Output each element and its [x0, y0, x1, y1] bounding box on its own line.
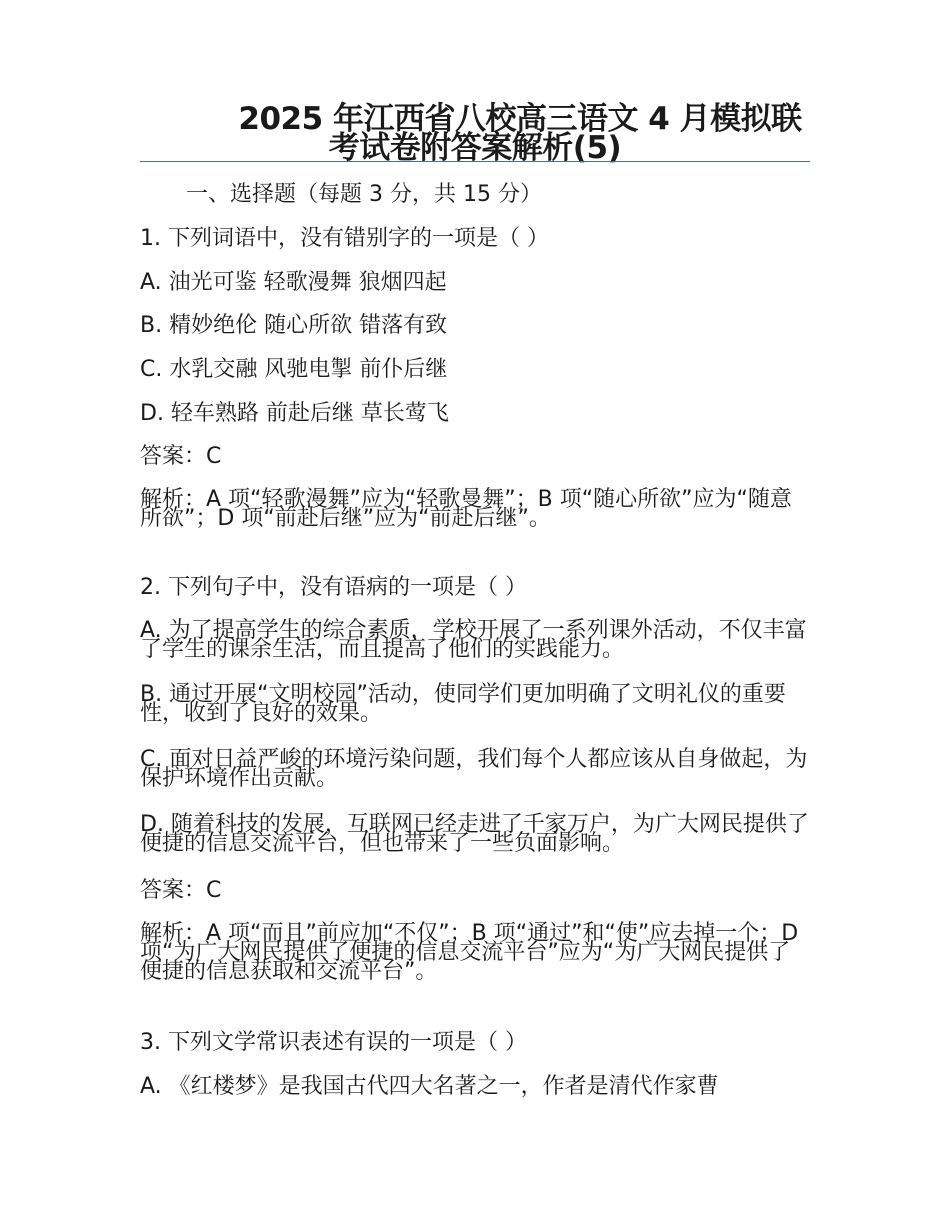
question-1-option-c: C. 水乳交融 风驰电掣 前仆后继 — [140, 357, 448, 382]
question-1-option-a: A. 油光可鉴 轻歌漫舞 狼烟四起 — [140, 270, 447, 295]
document-title — [140, 101, 810, 166]
question-2-option-c: C. 面对日益严峻的环境污染问题，我们每个人都应该从自身做起，为保护环境作出贡献。 — [140, 747, 808, 791]
title-line-2: 考试卷附答案解析(5) — [328, 130, 622, 166]
title-divider — [140, 161, 810, 162]
question-3-stem: 3. 下列文学常识表述有误的一项是（ ） — [140, 1030, 527, 1055]
title-line-1: 2025 年江西省八校高三语文 4 月模拟联 — [238, 101, 802, 137]
question-1-option-d: D. 轻车熟路 前赴后继 草长莺飞 — [140, 401, 449, 426]
question-2-option-a: A. 为了提高学生的综合素质，学校开展了一系列课外活动，不仅丰富了学生的课余生活，而且提高了他们的实践能力。 — [140, 618, 807, 662]
question-1-option-b: B. 精妙绝伦 随心所欲 错落有致 — [140, 313, 448, 338]
question-2-answer: 答案：C — [140, 878, 222, 903]
question-2-analysis: 解析：A 项“而且”前应加“不仅”；B 项“通过”和“使”应去掉一个；D 项“为广大网民提供了便捷的信息交流平台”应为“为广大网民提供了便捷的信息获取和交流平台”。 — [140, 921, 799, 984]
question-1-stem: 1. 下列词语中，没有错别字的一项是（ ） — [140, 226, 549, 251]
question-1-answer: 答案：C — [140, 444, 222, 469]
question-2-stem: 2. 下列句子中，没有语病的一项是（ ） — [140, 575, 527, 600]
question-3-option-a: A. 《红楼梦》是我国古代四大名著之一，作者是清代作家曹 — [140, 1074, 719, 1099]
question-2-option-b: B. 通过开展“文明校园”活动，使同学们更加明确了文明礼仪的重要性，收到了良好的效果。 — [140, 682, 786, 726]
question-1-analysis: 解析：A 项“轻歌漫舞”应为“轻歌曼舞”；B 项“随心所欲”应为“随意所欲”；D 项“前赴后继”应为“前赴后继”。 — [140, 487, 792, 531]
section-heading: 一、选择题（每题 3 分，共 15 分） — [186, 182, 542, 207]
question-2-option-d: D. 随着科技的发展，互联网已经走进了千家万户，为广大网民提供了便捷的信息交流平台，但也带来了一些负面影响。 — [140, 812, 809, 856]
